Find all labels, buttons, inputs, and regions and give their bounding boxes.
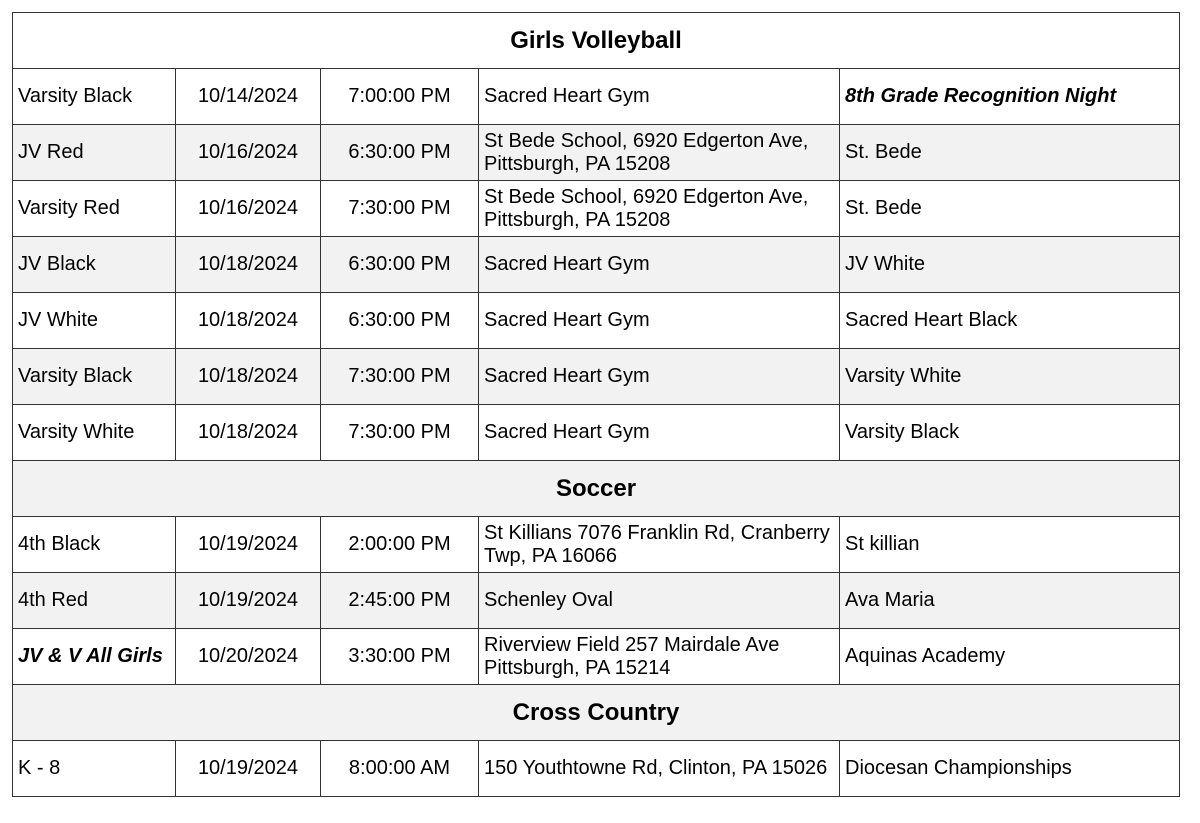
location-cell: Riverview Field 257 Mairdale Ave Pittsburgh, PA 15214 — [479, 629, 840, 685]
section-title: Girls Volleyball — [13, 13, 1180, 69]
opponent-cell: Ava Maria — [840, 573, 1180, 629]
location-cell: St Bede School, 6920 Edgerton Ave, Pittsburgh, PA 15208 — [479, 125, 840, 181]
opponent-cell: JV White — [840, 237, 1180, 293]
table-row — [13, 125, 1180, 181]
location-cell: 150 Youthtowne Rd, Clinton, PA 15026 — [479, 741, 840, 797]
team-cell: Varsity White — [13, 405, 176, 461]
opponent-cell: Diocesan Championships — [840, 741, 1180, 797]
date-cell: 10/19/2024 — [176, 741, 321, 797]
team-cell: JV White — [13, 293, 176, 349]
location-cell: Sacred Heart Gym — [479, 293, 840, 349]
date-cell: 10/18/2024 — [176, 349, 321, 405]
time-cell: 7:30:00 PM — [321, 181, 479, 237]
table-row — [13, 741, 1180, 797]
table-row — [13, 573, 1180, 629]
table-row — [13, 237, 1180, 293]
time-cell: 7:00:00 PM — [321, 69, 479, 125]
date-cell: 10/18/2024 — [176, 405, 321, 461]
section-header-row — [13, 13, 1180, 69]
time-cell: 7:30:00 PM — [321, 349, 479, 405]
table-row — [13, 181, 1180, 237]
time-cell: 2:45:00 PM — [321, 573, 479, 629]
team-cell: 4th Red — [13, 573, 176, 629]
table-row — [13, 349, 1180, 405]
location-cell: Sacred Heart Gym — [479, 405, 840, 461]
opponent-cell: St. Bede — [840, 125, 1180, 181]
opponent-cell: St. Bede — [840, 181, 1180, 237]
opponent-cell: Varsity White — [840, 349, 1180, 405]
location-cell: St Bede School, 6920 Edgerton Ave, Pittsburgh, PA 15208 — [479, 181, 840, 237]
opponent-cell: 8th Grade Recognition Night — [840, 69, 1180, 125]
time-cell: 6:30:00 PM — [321, 125, 479, 181]
date-cell: 10/20/2024 — [176, 629, 321, 685]
table-row — [13, 293, 1180, 349]
date-cell: 10/19/2024 — [176, 517, 321, 573]
location-cell: Schenley Oval — [479, 573, 840, 629]
time-cell: 6:30:00 PM — [321, 293, 479, 349]
section-title: Soccer — [13, 461, 1180, 517]
opponent-cell: Sacred Heart Black — [840, 293, 1180, 349]
table-row — [13, 405, 1180, 461]
location-cell: Sacred Heart Gym — [479, 237, 840, 293]
opponent-cell: St killian — [840, 517, 1180, 573]
location-cell: Sacred Heart Gym — [479, 69, 840, 125]
table-row — [13, 629, 1180, 685]
team-cell: K - 8 — [13, 741, 176, 797]
date-cell: 10/19/2024 — [176, 573, 321, 629]
date-cell: 10/18/2024 — [176, 237, 321, 293]
team-cell: Varsity Red — [13, 181, 176, 237]
table-row — [13, 517, 1180, 573]
time-cell: 8:00:00 AM — [321, 741, 479, 797]
date-cell: 10/14/2024 — [176, 69, 321, 125]
location-cell: Sacred Heart Gym — [479, 349, 840, 405]
team-cell: Varsity Black — [13, 69, 176, 125]
team-cell: JV Red — [13, 125, 176, 181]
date-cell: 10/18/2024 — [176, 293, 321, 349]
section-header-row — [13, 461, 1180, 517]
date-cell: 10/16/2024 — [176, 181, 321, 237]
team-cell: Varsity Black — [13, 349, 176, 405]
team-cell: 4th Black — [13, 517, 176, 573]
location-cell: St Killians 7076 Franklin Rd, Cranberry Twp, PA 16066 — [479, 517, 840, 573]
time-cell: 3:30:00 PM — [321, 629, 479, 685]
date-cell: 10/16/2024 — [176, 125, 321, 181]
time-cell: 7:30:00 PM — [321, 405, 479, 461]
team-cell: JV & V All Girls — [13, 629, 176, 685]
section-header-row — [13, 685, 1180, 741]
schedule-table — [12, 12, 1180, 797]
opponent-cell: Aquinas Academy — [840, 629, 1180, 685]
team-cell: JV Black — [13, 237, 176, 293]
time-cell: 2:00:00 PM — [321, 517, 479, 573]
time-cell: 6:30:00 PM — [321, 237, 479, 293]
section-title: Cross Country — [13, 685, 1180, 741]
table-row — [13, 69, 1180, 125]
opponent-cell: Varsity Black — [840, 405, 1180, 461]
